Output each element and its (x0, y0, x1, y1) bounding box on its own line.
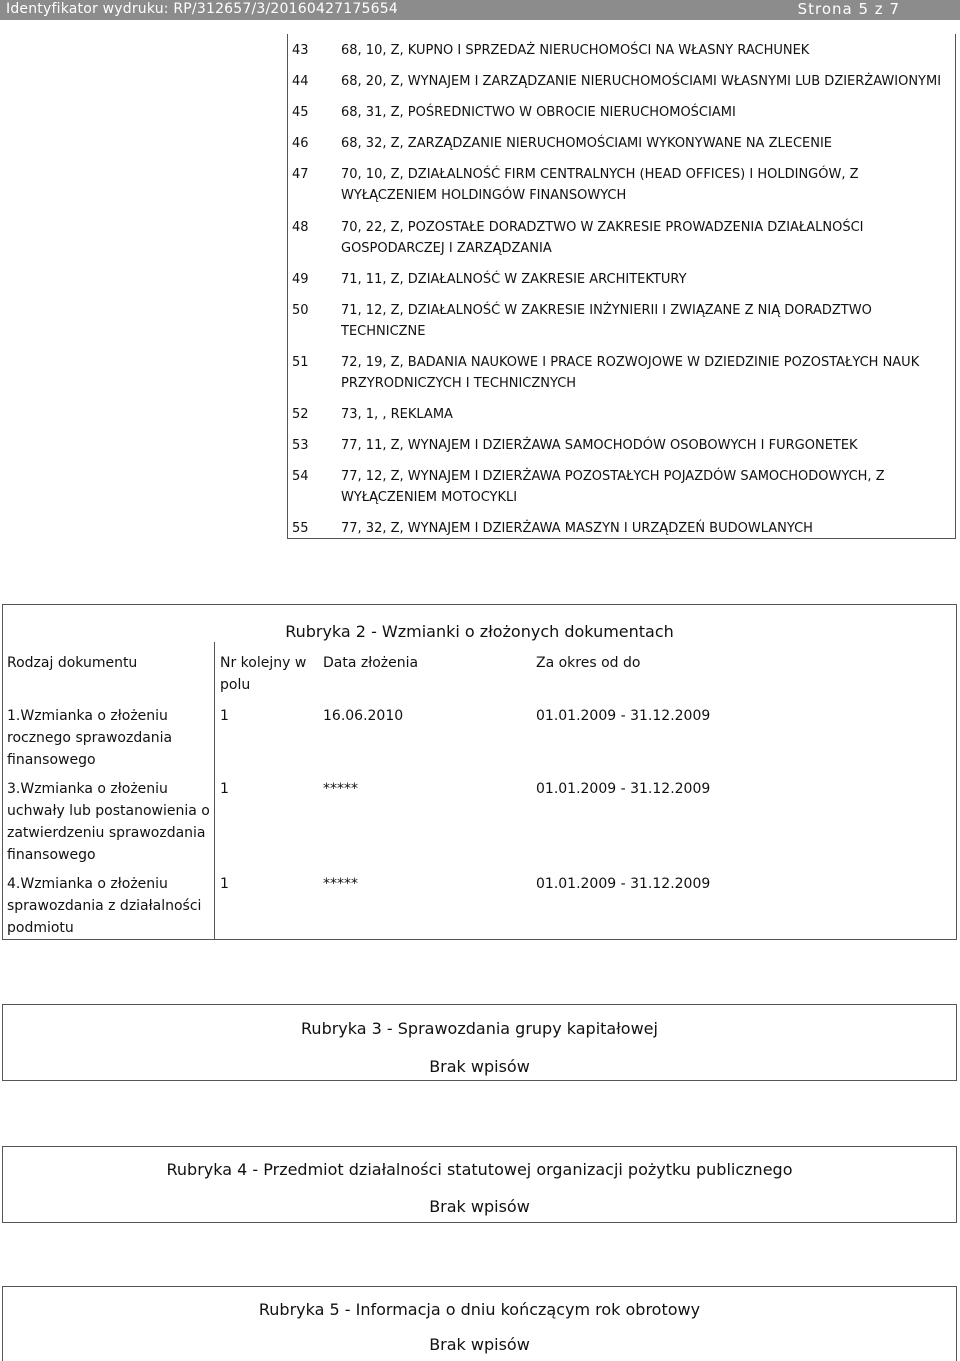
pkd-row-number: 48 (292, 220, 309, 235)
pkd-row-number: 50 (292, 303, 309, 318)
pkd-row-text: 68, 10, Z, KUPNO I SPRZEDAŻ NIERUCHOMOŚCI NA WŁASNY RACHUNEK (341, 43, 810, 58)
rubryka-2-section (2, 604, 957, 940)
number-cell: 1 (220, 781, 229, 797)
pkd-row-text: 77, 11, Z, WYNAJEM I DZIERŻAWA SAMOCHODÓW OSOBOWYCH I FURGONETEK (341, 438, 858, 453)
rubryka-4-section (2, 1146, 957, 1223)
section-title: Rubryka 5 - Informacja o dniu kończącym rok obrotowy (258, 1300, 701, 1319)
pkd-row-text: 68, 32, Z, ZARZĄDZANIE NIERUCHOMOŚCIAMI WYKONYWANE NA ZLECENIE (341, 136, 833, 151)
page-number: Strona 5 z 7 (797, 0, 900, 18)
pkd-list (287, 34, 956, 539)
empty-state: Brak wpisów (429, 1335, 530, 1354)
pkd-row-text: 68, 31, Z, POŚREDNICTWO W OBROCIE NIERUCHOMOŚCIAMI (341, 105, 736, 120)
pkd-row-text: 68, 20, Z, WYNAJEM I ZARZĄDZANIE NIERUCHOMOŚCIAMI WŁASNYMI LUB DZIERŻAWIONYMI (341, 74, 942, 89)
pkd-row-text: 77, 12, Z, WYNAJEM I DZIERŻAWA POZOSTAŁYCH POJAZDÓW SAMOCHODOWYCH, Z WYŁĄCZENIEM MOTOCYKLI (341, 469, 885, 505)
empty-state: Brak wpisów (429, 1057, 530, 1076)
document-type-cell: 1.Wzmianka o złożeniu rocznego sprawozdania finansowego (7, 708, 173, 768)
document-type-cell: 3.Wzmianka o złożeniu uchwały lub postanowienia o zatwierdzeniu sprawozdania finansowego (7, 781, 210, 863)
number-cell: 1 (220, 876, 229, 892)
period-cell: 01.01.2009 - 31.12.2009 (536, 876, 711, 892)
pkd-row-text: 71, 12, Z, DZIAŁALNOŚĆ W ZAKRESIE INŻYNIERII I ZWIĄZANE Z NIĄ DORADZTWO TECHNICZNE (341, 303, 872, 339)
pkd-row-text: 70, 10, Z, DZIAŁALNOŚĆ FIRM CENTRALNYCH (HEAD OFFICES) I HOLDINGÓW, Z WYŁĄCZENIEM HOLDINGÓW FINANSOWYCH (341, 167, 859, 203)
pkd-row-number: 54 (292, 469, 309, 484)
pkd-row-number: 46 (292, 136, 309, 151)
pkd-row-number: 51 (292, 355, 309, 370)
pkd-row-number: 44 (292, 74, 309, 89)
section-title: Rubryka 2 - Wzmianki o złożonych dokumentach (285, 622, 674, 641)
print-identifier: Identyfikator wydruku: RP/312657/3/20160427175654 (6, 1, 398, 17)
pkd-row-number: 45 (292, 105, 309, 120)
pkd-row-number: 47 (292, 167, 309, 182)
period-cell: 01.01.2009 - 31.12.2009 (536, 781, 711, 797)
print-header (0, 0, 960, 20)
pkd-row-number: 49 (292, 272, 309, 287)
pkd-row-text: 77, 32, Z, WYNAJEM I DZIERŻAWA MASZYN I URZĄDZEŃ BUDOWLANYCH (341, 521, 813, 536)
pkd-row-number: 43 (292, 43, 309, 58)
pkd-row-number: 52 (292, 407, 309, 422)
period-cell: 01.01.2009 - 31.12.2009 (536, 708, 711, 724)
pkd-row-number: 55 (292, 521, 309, 536)
column-header-number: Nr kolejny w polu (220, 655, 307, 693)
document-type-cell: 4.Wzmianka o złożeniu sprawozdania z działalności podmiotu (7, 876, 202, 936)
section-title: Rubryka 4 - Przedmiot działalności statutowej organizacji pożytku publicznego (166, 1160, 793, 1179)
date-cell: ***** (323, 876, 358, 892)
pkd-row-text: 72, 19, Z, BADANIA NAUKOWE I PRACE ROZWOJOWE W DZIEDZINIE POZOSTAŁYCH NAUK PRZYRODNICZYCH I TECHNICZNYCH (341, 355, 920, 391)
section-title: Rubryka 3 - Sprawozdania grupy kapitałowej (301, 1019, 658, 1038)
rubryka-5-section (2, 1286, 957, 1361)
date-cell: 16.06.2010 (323, 708, 404, 724)
pkd-row-text: 70, 22, Z, POZOSTAŁE DORADZTWO W ZAKRESIE PROWADZENIA DZIAŁALNOŚCI GOSPODARCZEJ I ZARZĄDZANIA (341, 220, 864, 256)
number-cell: 1 (220, 708, 229, 724)
column-header-period: Za okres od do (536, 655, 641, 671)
date-cell: ***** (323, 781, 358, 797)
empty-state: Brak wpisów (429, 1197, 530, 1216)
pkd-row-number: 53 (292, 438, 309, 453)
pkd-row-text: 71, 11, Z, DZIAŁALNOŚĆ W ZAKRESIE ARCHITEKTURY (341, 272, 687, 287)
rubryka-3-section (2, 1004, 957, 1081)
pkd-row-text: 73, 1, , REKLAMA (341, 407, 453, 422)
column-header-date: Data złożenia (323, 655, 419, 671)
column-header-document-type: Rodzaj dokumentu (7, 655, 138, 671)
